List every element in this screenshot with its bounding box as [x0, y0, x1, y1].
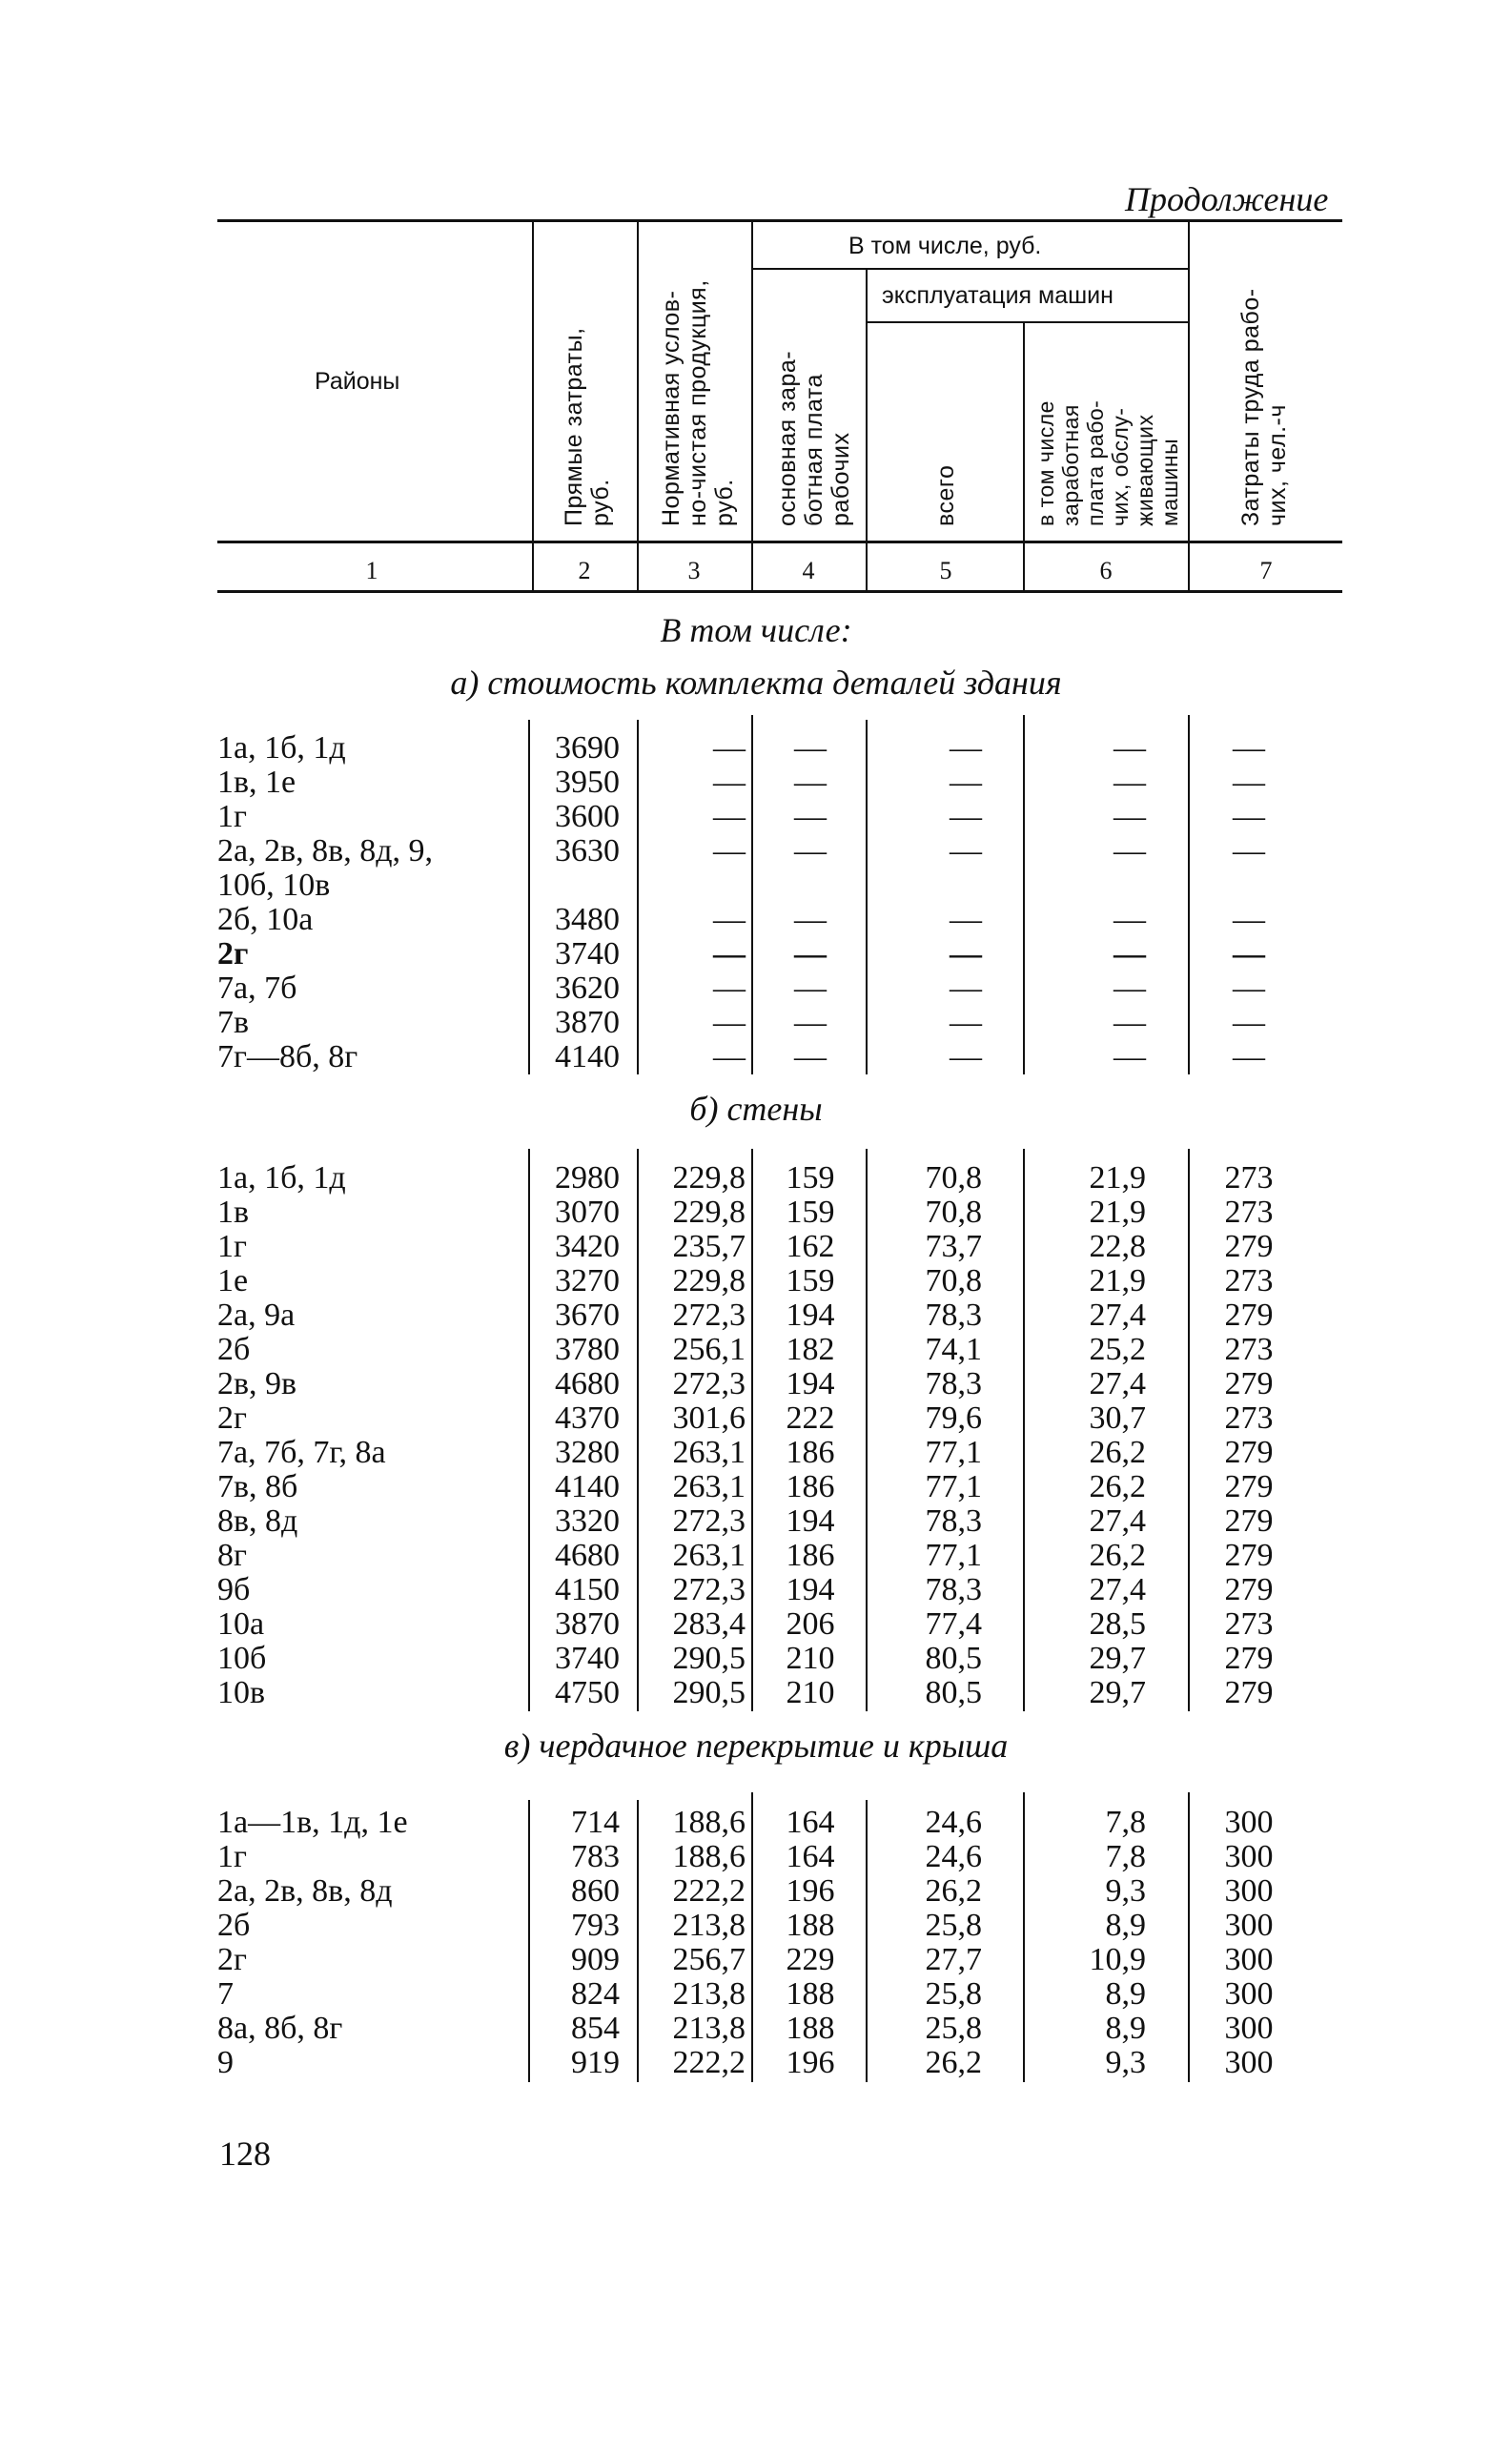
table-row: 7а, 7б 3620 — — — — —	[217, 971, 1265, 1006]
table-row: 1а, 1б, 1д 3690 — — — — —	[217, 730, 1265, 766]
table-row: 8а, 8б, 8г 854 213,8 188 25,8 8,9 300	[217, 2011, 1274, 2046]
col-number-3: 3	[687, 557, 701, 584]
table-row: 1е 3270 229,8 159 70,8 21,9 273	[217, 1263, 1274, 1298]
col-number-7: 7	[1259, 557, 1273, 584]
col-number-6: 6	[1099, 557, 1113, 584]
table-row: 1а, 1б, 1д 2980 229,8 159 70,8 21,9 273	[217, 1160, 1274, 1196]
header-vline-3	[751, 221, 753, 590]
table-row: 2б 3780 256,1 182 74,1 25,2 273	[217, 1332, 1274, 1367]
table-row: 1г 3420 235,7 162 73,7 22,8 279	[217, 1229, 1274, 1264]
section-c-vline-2	[637, 1800, 639, 2082]
table-row: 10б 3740 290,5 210 80,5 29,7 279	[217, 1641, 1274, 1676]
col-number-1: 1	[365, 557, 378, 584]
header-vline-2	[637, 221, 639, 590]
section-c-vline-5	[1023, 1792, 1025, 2082]
section-c-vline-1	[528, 1800, 530, 2082]
table-row: 2б, 10а 3480 — — — — —	[217, 902, 1265, 937]
table-row: 2а, 2в, 8в, 8д, 9, 3630 — — — — —	[217, 833, 1265, 869]
table-row: 2в, 9в 4680 272,3 194 78,3 27,4 279	[217, 1366, 1274, 1401]
header-col5-label: всего	[932, 464, 959, 526]
section-title-a: а) стоимость комплекта деталей здания	[450, 664, 1062, 702]
header-col6-label: в том числе заработная плата рабо- чих, обслу- живающих машины	[1033, 399, 1182, 526]
col-number-4: 4	[802, 557, 815, 584]
section-a-vline-5	[1023, 715, 1025, 1074]
table-row: 1г 783 188,6 164 24,6 7,8 300	[217, 1839, 1274, 1874]
section-b-vline-2	[637, 1149, 639, 1711]
section-c-vline-3	[751, 1792, 753, 2082]
table-row: 8г 4680 263,1 186 77,1 26,2 279	[217, 1538, 1274, 1573]
section-a-vline-3	[751, 715, 753, 1074]
table-row: 10б, 10в	[217, 868, 331, 903]
col-number-2: 2	[578, 557, 591, 584]
table-row: 2а, 9а 3670 272,3 194 78,3 27,4 279	[217, 1298, 1274, 1333]
table-row: 10в 4750 290,5 210 80,5 29,7 279	[217, 1675, 1274, 1710]
table-row: 2г 3740 — — — — —	[217, 936, 1265, 971]
header-group-machines: эксплуатация машин	[882, 282, 1114, 309]
section-c-vline-4	[866, 1800, 868, 2082]
table-row: 2а, 2в, 8в, 8д 860 222,2 196 26,2 9,3 300	[217, 1873, 1274, 1909]
table-row: 2г 4370 301,6 222 79,6 30,7 273	[217, 1400, 1274, 1436]
numbers-bottom-rule	[217, 590, 1342, 593]
header-vline-4	[866, 269, 868, 590]
section-title-b: б) стены	[689, 1090, 823, 1128]
header-vline-6	[1188, 221, 1190, 590]
header-col2-label: Прямые затраты, руб.	[561, 327, 614, 526]
table-row: 2г 909 256,7 229 27,7 10,9 300	[217, 1942, 1274, 1977]
section-a-vline-4	[866, 720, 868, 1074]
section-a-vline-1	[528, 720, 530, 1074]
header-col7-label: Затраты труда рабо- чих, чел.-ч	[1237, 288, 1291, 526]
table-row: 8в, 8д 3320 272,3 194 78,3 27,4 279	[217, 1503, 1274, 1539]
table-row: 7 824 213,8 188 25,8 8,9 300	[217, 1976, 1274, 2012]
table-row: 1а—1в, 1д, 1е 714 188,6 164 24,6 7,8 300	[217, 1805, 1274, 1840]
table-row: 10а 3870 283,4 206 77,4 28,5 273	[217, 1606, 1274, 1642]
header-vline-1	[532, 221, 534, 590]
header-top-rule	[217, 219, 1342, 222]
table-row: 9б 4150 272,3 194 78,3 27,4 279	[217, 1572, 1274, 1607]
page-number: 128	[219, 2135, 271, 2173]
table-row: 9 919 222,2 196 26,2 9,3 300	[217, 2045, 1274, 2080]
section-c-vline-6	[1188, 1792, 1190, 2082]
continuation-label: Продолжение	[1125, 180, 1329, 218]
section-a-vline-2	[637, 720, 639, 1074]
table-row: 7г—8б, 8г 4140 — — — — —	[217, 1039, 1265, 1074]
header-col4-label: основная зара- ботная плата рабочих	[774, 350, 854, 526]
section-b-vline-4	[866, 1149, 868, 1711]
header-col3-label: Нормативная услов- но-чистая продукция, руб.	[658, 279, 738, 526]
section-b-vline-3	[751, 1149, 753, 1711]
intro-label: В том числе:	[660, 611, 852, 649]
table-row: 7в, 8б 4140 263,1 186 77,1 26,2 279	[217, 1469, 1274, 1504]
header-bottom-rule	[217, 541, 1342, 543]
table-row: 7а, 7б, 7г, 8а 3280 263,1 186 77,1 26,2 279	[217, 1435, 1274, 1470]
section-b-vline-1	[528, 1149, 530, 1711]
section-a-vline-6	[1188, 715, 1190, 1074]
col-number-5: 5	[939, 557, 952, 584]
header-vline-5	[1023, 322, 1025, 590]
header-group-main: В том числе, руб.	[848, 233, 1042, 259]
section-title-c: в) чердачное перекрытие и крыша	[503, 1727, 1009, 1765]
table-row: 1г 3600 — — — — —	[217, 799, 1265, 834]
section-b-vline-5	[1023, 1149, 1025, 1711]
table-row: 2б 793 213,8 188 25,8 8,9 300	[217, 1908, 1274, 1943]
table-row: 1в, 1е 3950 — — — — —	[217, 765, 1265, 800]
table-row: 1в 3070 229,8 159 70,8 21,9 273	[217, 1195, 1274, 1230]
section-b-vline-6	[1188, 1149, 1190, 1711]
table-row: 7в 3870 — — — — —	[217, 1005, 1265, 1040]
header-col1-label: Районы	[315, 368, 400, 395]
